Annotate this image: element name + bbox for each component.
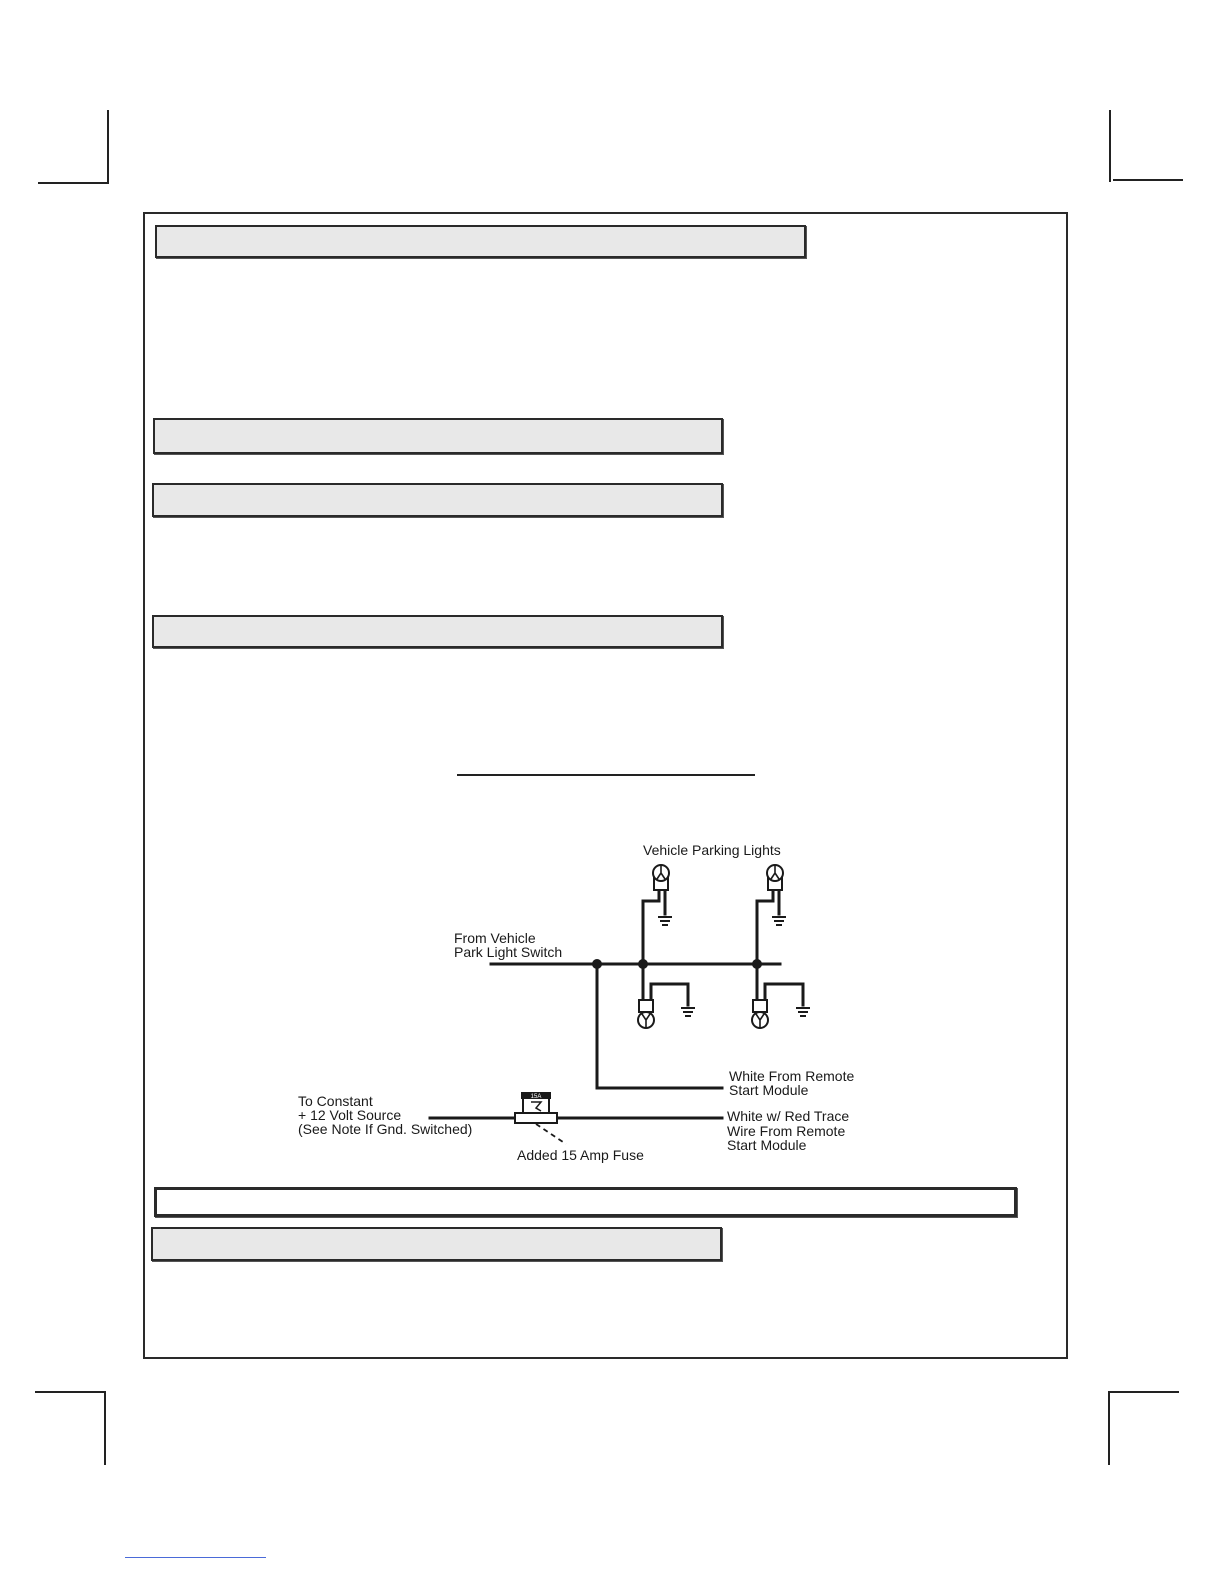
label-from-vehicle-2: Park Light Switch bbox=[454, 944, 563, 960]
upper-bulb-1-wire bbox=[643, 890, 659, 964]
junction-dot-2 bbox=[638, 959, 648, 969]
junction-dot-1 bbox=[592, 959, 602, 969]
upper-bulb-2-wire bbox=[757, 890, 773, 964]
label-white-red-2: Wire From Remote bbox=[727, 1123, 846, 1139]
label-from-vehicle-1: From Vehicle bbox=[454, 930, 536, 946]
label-white-module-2: Start Module bbox=[729, 1082, 809, 1098]
lower-bulb-2-ground-wire bbox=[765, 984, 803, 1005]
label-constant-2: + 12 Volt Source bbox=[298, 1107, 402, 1123]
diagram-title: Vehicle Parking Lights bbox=[643, 842, 781, 858]
lower-bulb-1-socket bbox=[639, 1000, 653, 1012]
ground-icon-2 bbox=[772, 917, 786, 925]
upper-bulb-2-icon bbox=[767, 865, 783, 881]
fuse-leader-line bbox=[536, 1124, 566, 1144]
ground-icon-4 bbox=[796, 1008, 810, 1016]
label-white-module-1: White From Remote bbox=[729, 1068, 855, 1084]
junction-dot-3 bbox=[752, 959, 762, 969]
lower-bulb-2-socket bbox=[753, 1000, 767, 1012]
fuse-rating: 15A bbox=[530, 1094, 542, 1100]
fuse-head-icon bbox=[523, 1098, 549, 1113]
fuse-body bbox=[515, 1113, 557, 1123]
lower-bulb-1-icon bbox=[638, 1012, 654, 1028]
lower-bulb-2-icon bbox=[752, 1012, 768, 1028]
label-constant-1: To Constant bbox=[298, 1093, 373, 1109]
label-constant-3: (See Note If Gnd. Switched) bbox=[298, 1121, 473, 1137]
lower-bulb-1-ground-wire bbox=[651, 984, 688, 1005]
bottom-link-rule bbox=[125, 1557, 266, 1558]
label-white-red-3: Start Module bbox=[727, 1137, 807, 1153]
ground-icon-1 bbox=[658, 917, 672, 925]
upper-bulb-1-icon bbox=[653, 865, 669, 881]
label-fuse: Added 15 Amp Fuse bbox=[517, 1147, 644, 1163]
ground-icon-3 bbox=[681, 1008, 695, 1016]
label-white-red-1: White w/ Red Trace bbox=[727, 1108, 850, 1124]
